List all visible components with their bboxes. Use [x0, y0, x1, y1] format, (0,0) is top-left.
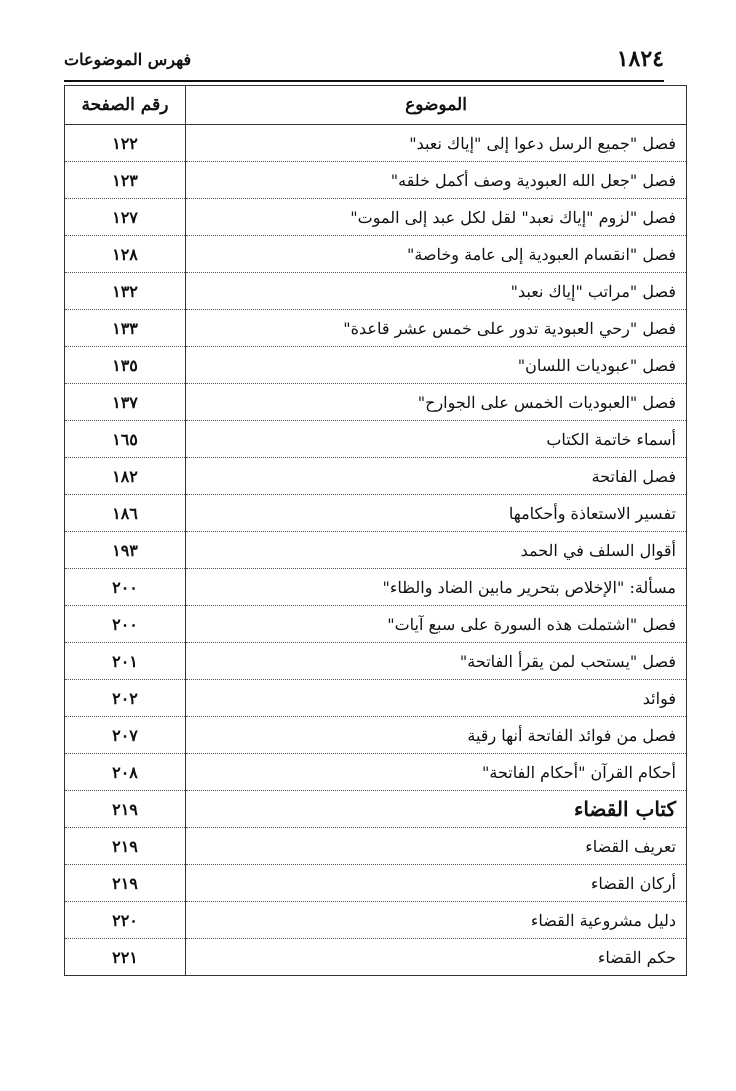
column-header-topic: الموضوع	[186, 86, 687, 125]
table-row	[65, 273, 687, 310]
table-row	[65, 717, 687, 754]
topic-cell: فصل "انقسام العبودية إلى عامة وخاصة"	[186, 236, 687, 273]
table-row	[65, 939, 687, 976]
page-number-cell: ٢٠٠	[65, 606, 186, 643]
table-row	[65, 643, 687, 680]
table-row	[65, 310, 687, 347]
page-number: ١٨٢٤	[616, 46, 664, 72]
page-number-cell: ٢٠٧	[65, 717, 186, 754]
table-row	[65, 828, 687, 865]
topic-cell: فصل "يستحب لمن يقرأ الفاتحة"	[186, 643, 687, 680]
index-table	[64, 85, 687, 976]
table-row	[65, 458, 687, 495]
topic-cell: حكم القضاء	[186, 939, 687, 976]
page-number-cell: ٢٠٢	[65, 680, 186, 717]
topic-cell: مسألة: "الإخلاص بتحرير مابين الضاد والظاء"	[186, 569, 687, 606]
page-number-cell: ١٣٥	[65, 347, 186, 384]
topic-cell: أركان القضاء	[186, 865, 687, 902]
topic-cell: تعريف القضاء	[186, 828, 687, 865]
topic-cell: فصل "رحي العبودية تدور على خمس عشر قاعدة"	[186, 310, 687, 347]
table-row	[65, 125, 687, 162]
page-number-cell: ١٣٧	[65, 384, 186, 421]
topic-cell: فصل "لزوم "إياك نعبد" لقل لكل عبد إلى الموت"	[186, 199, 687, 236]
table-row	[65, 865, 687, 902]
page-number-cell: ١٢٨	[65, 236, 186, 273]
table-row	[65, 754, 687, 791]
page-number-cell: ١٩٣	[65, 532, 186, 569]
page-number-cell: ١٨٦	[65, 495, 186, 532]
table-row	[65, 532, 687, 569]
topic-cell: فصل "عبوديات اللسان"	[186, 347, 687, 384]
page-number-cell: ٢١٩	[65, 865, 186, 902]
topic-cell: فصل الفاتحة	[186, 458, 687, 495]
table-row	[65, 347, 687, 384]
table-row	[65, 495, 687, 532]
page-number-cell: ٢٢١	[65, 939, 186, 976]
page-number-cell: ٢١٩	[65, 828, 186, 865]
column-header-page: رقم الصفحة	[65, 86, 186, 125]
topic-cell: أقوال السلف في الحمد	[186, 532, 687, 569]
page-number-cell: ١٢٧	[65, 199, 186, 236]
page-number-cell: ١٨٢	[65, 458, 186, 495]
topic-cell: أحكام القرآن "أحكام الفاتحة"	[186, 754, 687, 791]
page-number-cell: ١٢٣	[65, 162, 186, 199]
topic-cell: فصل من فوائد الفاتحة أنها رقية	[186, 717, 687, 754]
topic-cell: فصل "مراتب "إياك نعبد"	[186, 273, 687, 310]
table-row	[65, 606, 687, 643]
table-row	[65, 236, 687, 273]
page-number-cell: ٢٢٠	[65, 902, 186, 939]
page-number-cell: ٢٠١	[65, 643, 186, 680]
page-number-cell: ١٦٥	[65, 421, 186, 458]
topic-cell: تفسير الاستعاذة وأحكامها	[186, 495, 687, 532]
page-number-cell: ٢٠٠	[65, 569, 186, 606]
table-row	[65, 569, 687, 606]
topic-cell: فصل "اشتملت هذه السورة على سبع آيات"	[186, 606, 687, 643]
page-number-cell: ٢٠٨	[65, 754, 186, 791]
topic-cell: دليل مشروعية القضاء	[186, 902, 687, 939]
section-heading-cell: كتاب القضاء	[186, 791, 687, 828]
header-divider	[64, 80, 664, 82]
table-header-row	[65, 86, 687, 125]
page-header	[64, 44, 664, 78]
table-row	[65, 902, 687, 939]
topic-cell: أسماء خاتمة الكتاب	[186, 421, 687, 458]
section-heading-row	[65, 791, 687, 828]
page-number-cell: ١٢٢	[65, 125, 186, 162]
topic-cell: فصل "العبوديات الخمس على الجوارح"	[186, 384, 687, 421]
topic-cell: فصل "جعل الله العبودية وصف أكمل خلقه"	[186, 162, 687, 199]
table-row	[65, 384, 687, 421]
table-row	[65, 421, 687, 458]
page-number-cell: ١٣٢	[65, 273, 186, 310]
table-row	[65, 162, 687, 199]
page-number-cell: ١٣٣	[65, 310, 186, 347]
topic-cell: فصل "جميع الرسل دعوا إلى "إياك نعبد"	[186, 125, 687, 162]
page-number-cell: ٢١٩	[65, 791, 186, 828]
table-row	[65, 199, 687, 236]
table-row	[65, 680, 687, 717]
running-title: فهرس الموضوعات	[64, 50, 192, 69]
topic-cell: فوائد	[186, 680, 687, 717]
